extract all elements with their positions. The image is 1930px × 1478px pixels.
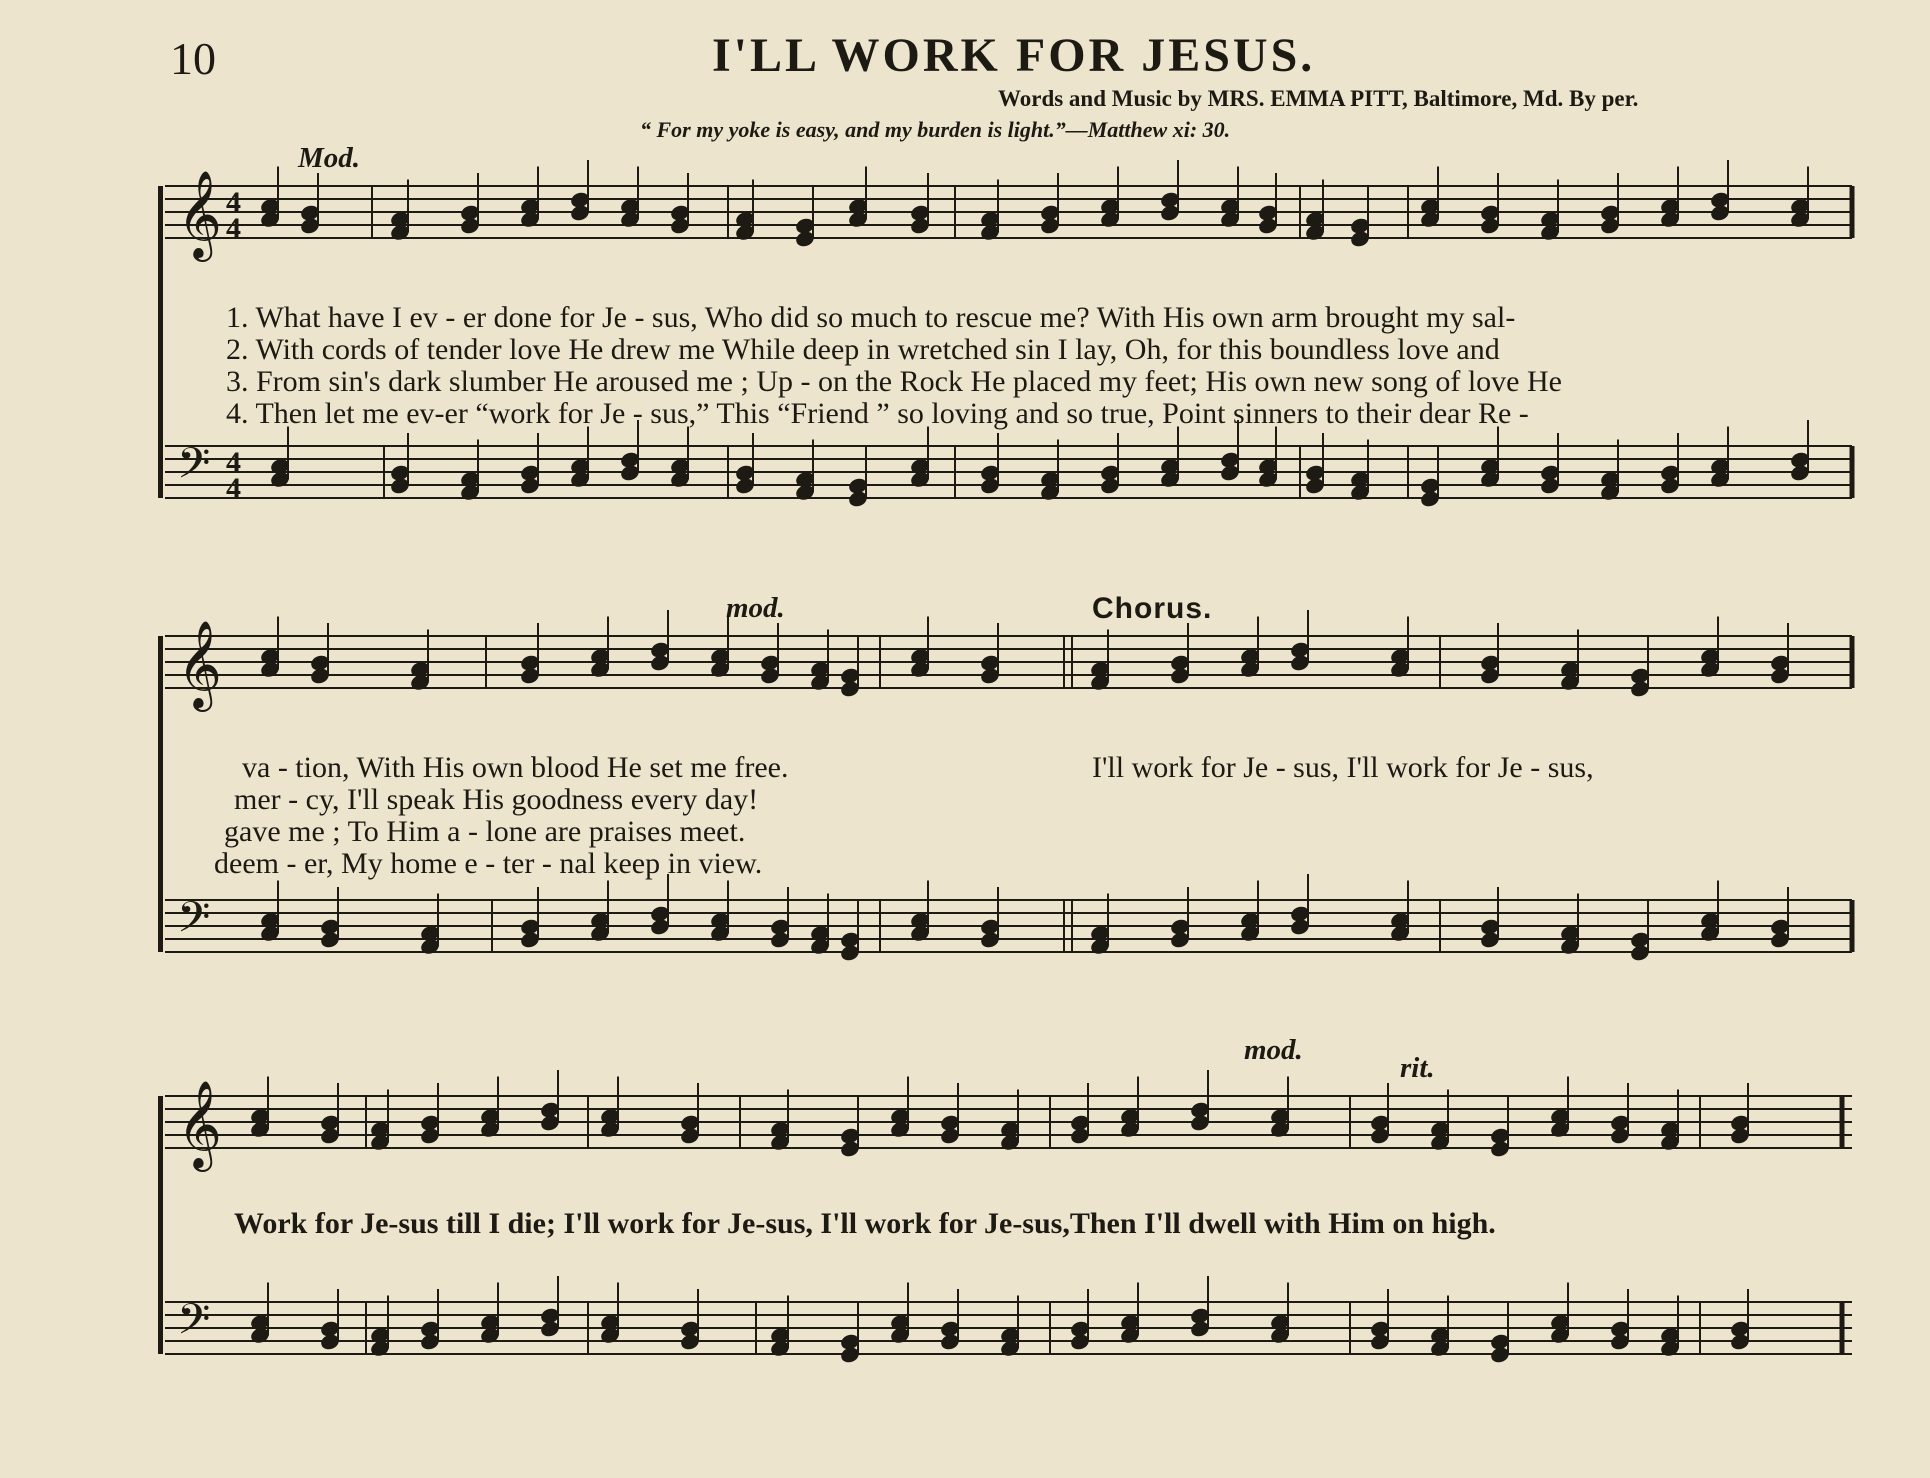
verse-2-line-1: 2. With cords of tender love He drew me While deep in wretched sin I lay, Oh, for this boundless love and <box>226 333 1500 366</box>
system-bracket-2 <box>158 636 163 952</box>
system-bracket-3 <box>158 1096 163 1354</box>
treble-clef: 𝄞 <box>177 1079 222 1168</box>
time-sig-top-1: 4 <box>226 186 241 219</box>
tempo-mark-mod: Mod. <box>298 142 361 174</box>
verse-1-line-2: va - tion, With His own blood He set me free. <box>242 751 789 784</box>
scripture-quote: “ For my yoke is easy, and my burden is light.”—Matthew xi: 30. <box>640 117 1231 142</box>
tempo-mark-mod-2: mod. <box>726 592 785 624</box>
verse-4-line-1: 4. Then let me ev-er “work for Je - sus,” This “Friend ” so loving and so true, Point sinners to their dear Re - <box>226 397 1529 430</box>
tempo-mark-mod-3: mod. <box>1244 1034 1303 1066</box>
verse-2-line-2: mer - cy, I'll speak His goodness every day! <box>234 783 759 816</box>
staff-4 <box>165 900 1852 952</box>
bass-clef: 𝄢 <box>177 439 211 499</box>
verse-3-line-2: gave me ; To Him a - lone are praises meet. <box>224 815 746 848</box>
treble-clef: 𝄞 <box>177 169 222 258</box>
song-title: I'LL WORK FOR JESUS. <box>712 29 1316 82</box>
time-sig-bottom-2: 4 <box>226 472 241 505</box>
verse-3-line-1: 3. From sin's dark slumber He aroused me ; Up - on the Rock He placed my feet; His own new song of love He <box>226 365 1562 398</box>
staff-1 <box>165 186 1852 238</box>
verse-1-line-1: 1. What have I ev - er done for Je - sus, Who did so much to rescue me? With His own arm brought my sal- <box>226 301 1516 334</box>
bass-clef: 𝄢 <box>177 893 211 953</box>
author-credit: Words and Music by MRS. EMMA PITT, Baltimore, Md. By per. <box>998 86 1639 111</box>
time-sig-bottom-1: 4 <box>226 212 241 245</box>
chorus-line-2: Work for Je-sus till I die; I'll work for Je-sus, I'll work for Je-sus,Then I'll dwell with Him on high. <box>234 1207 1496 1240</box>
chorus-label: Chorus. <box>1092 592 1213 625</box>
bass-clef: 𝄢 <box>177 1295 211 1355</box>
treble-clef: 𝄞 <box>177 619 222 708</box>
chorus-line-1: I'll work for Je - sus, I'll work for Je - sus, <box>1092 751 1594 784</box>
staff-2 <box>165 446 1852 498</box>
system-bracket-1 <box>158 186 163 498</box>
time-sig-top-2: 4 <box>226 446 241 479</box>
verse-4-line-2: deem - er, My home e - ter - nal keep in view. <box>214 847 763 880</box>
page-number: 10 <box>170 33 216 84</box>
tempo-mark-rit: rit. <box>1400 1052 1435 1084</box>
